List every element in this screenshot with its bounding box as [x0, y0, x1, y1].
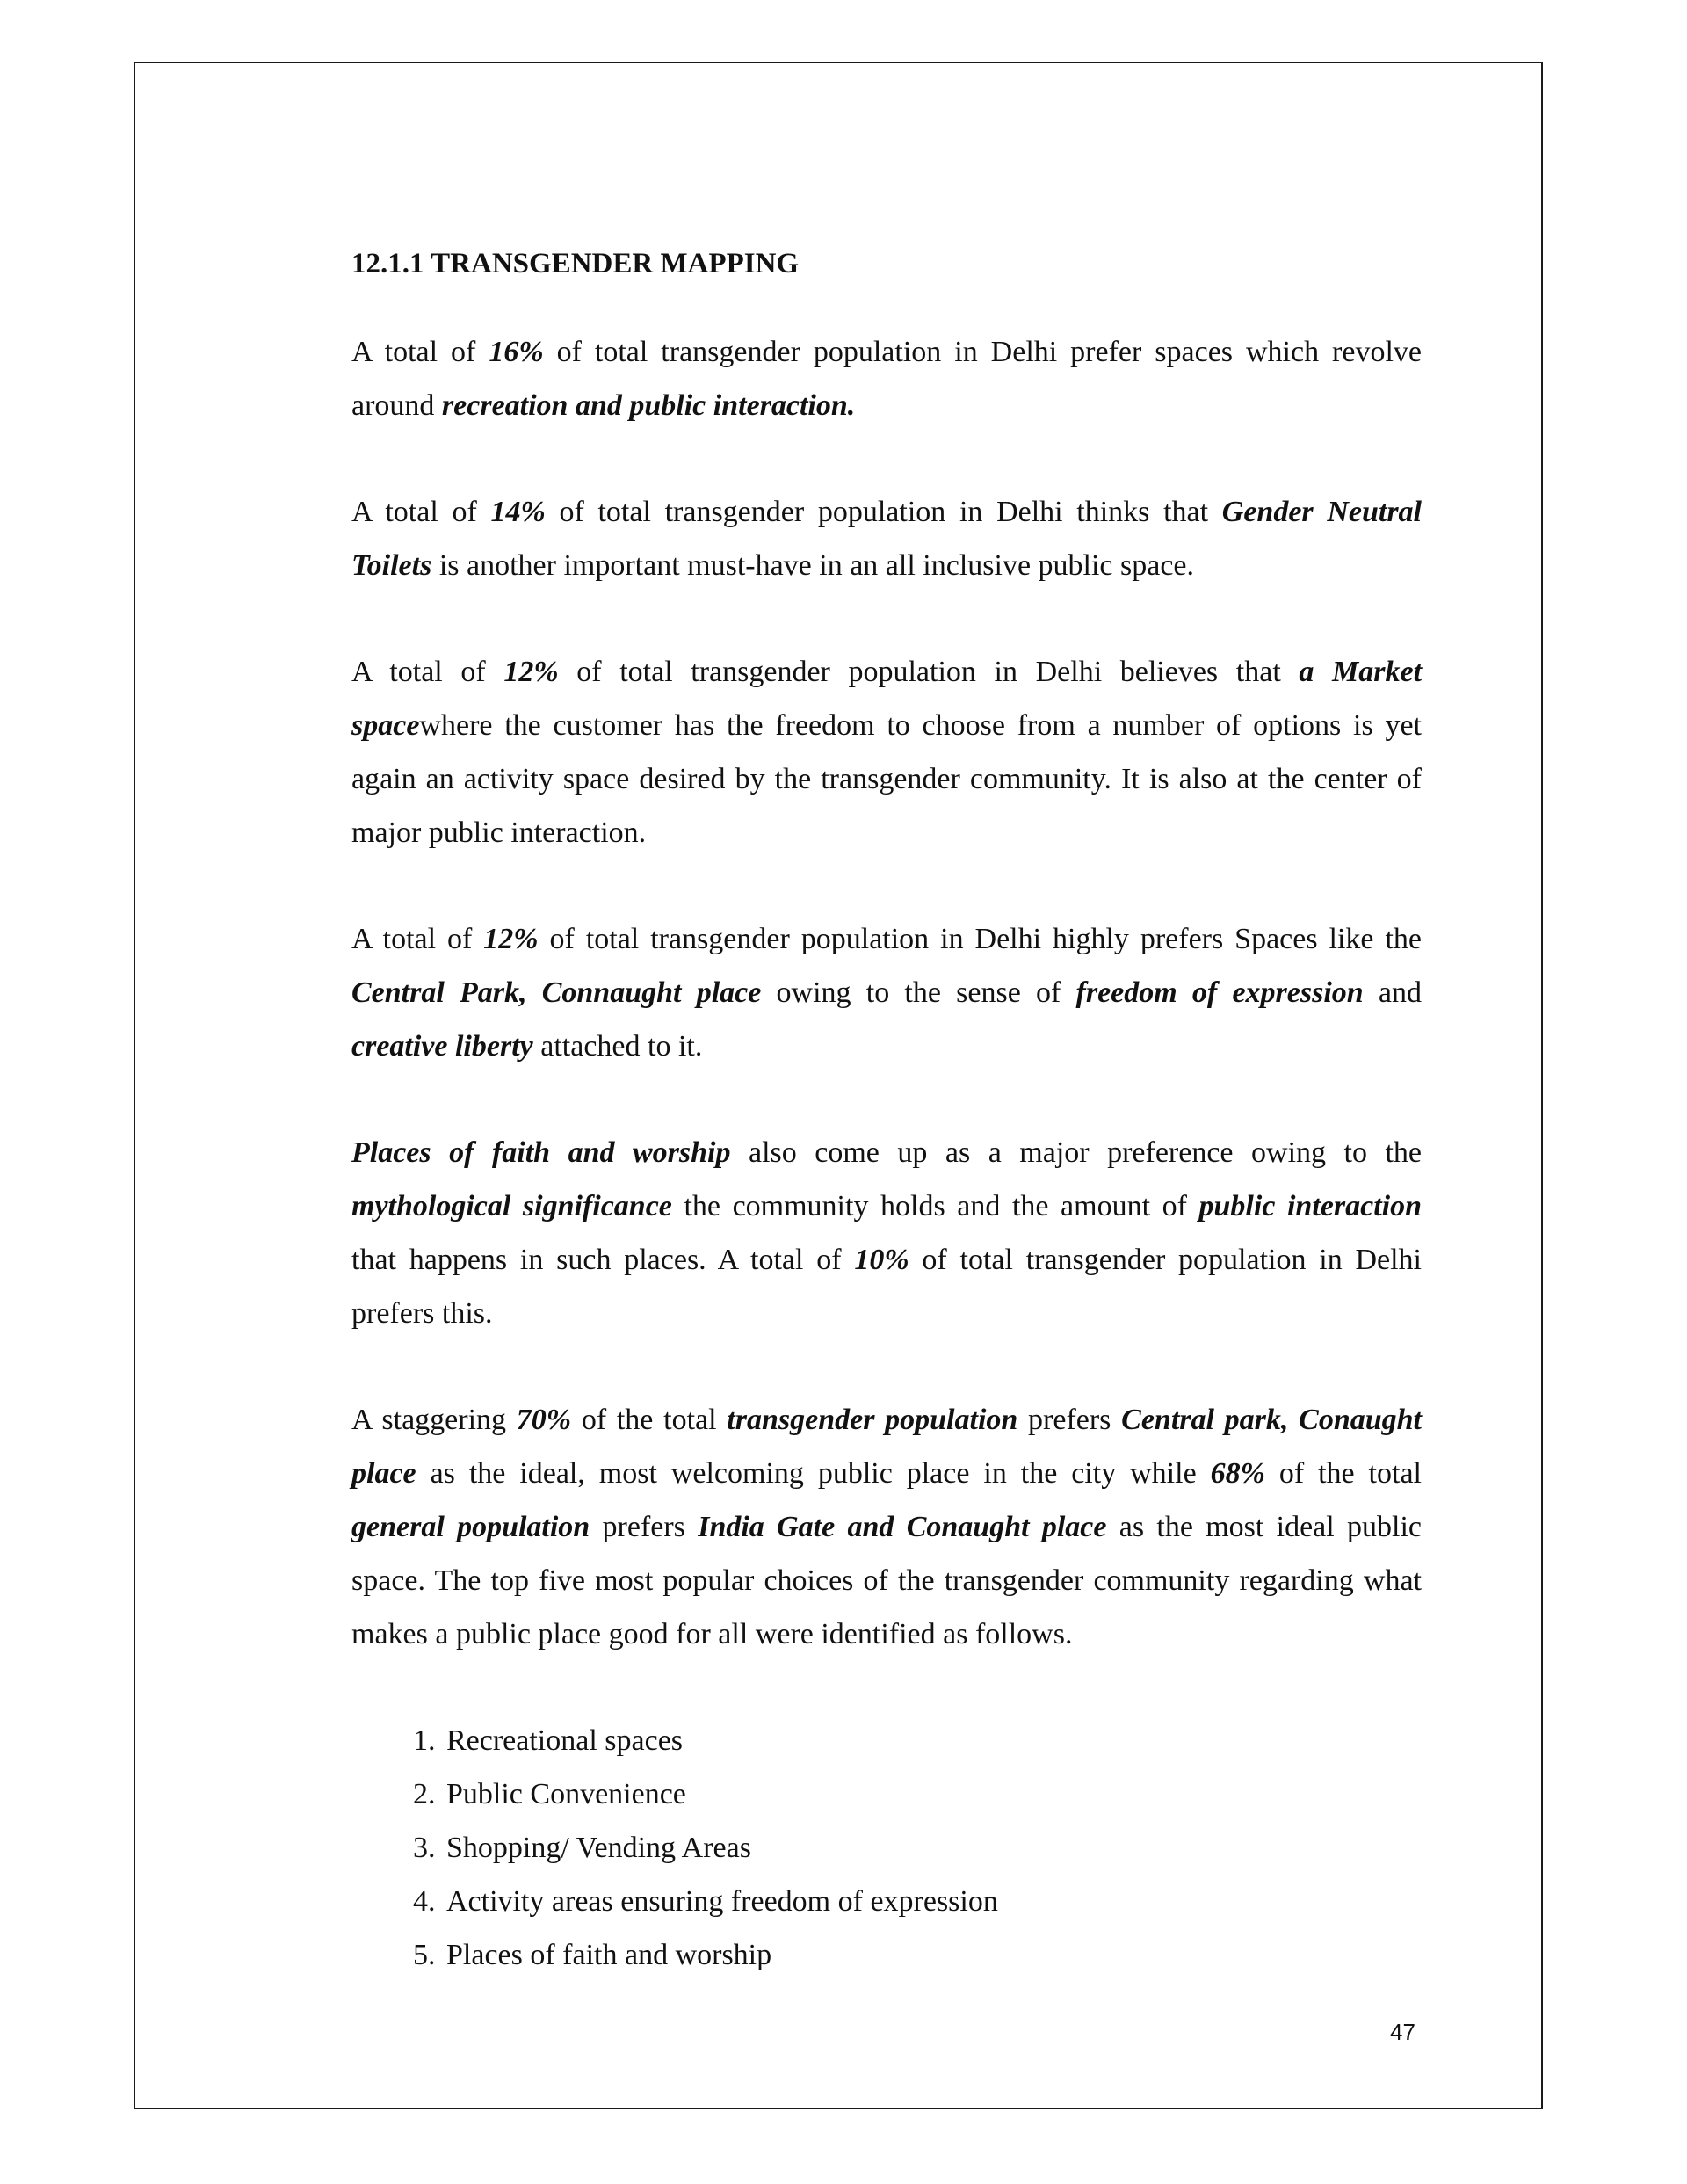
- list-item: 1. Recreational spaces: [443, 1714, 1422, 1767]
- list-item: 4. Activity areas ensuring freedom of expression: [443, 1875, 1422, 1928]
- paragraph-market: A total of 12% of total transgender population in Delhi believes that a Market spacewhere the customer has the freedom to choose from a number of options is yet again an activity space desired by the transgender community. It is also at the center of major public interaction.: [351, 656, 1423, 849]
- paragraph-staggering: A staggering 70% of the total transgender population prefers Central park, Conaught place as the ideal, most welcoming public place in the city while 68% of the total general population prefers India Gate and Conaught place as the most ideal public space. The top five most popular choices of the transgender community regarding what makes a public place good for all were identified as follows.: [351, 1404, 1422, 1651]
- document-body: [351, 237, 1422, 1982]
- paragraph-toilets: A total of 14% of total transgender population in Delhi thinks that Gender Neutral Toilets is another important must-have in an all inclusive public space.: [351, 496, 1422, 582]
- top-choices-list: [351, 1714, 1422, 1982]
- list-item: 5. Places of faith and worship: [443, 1928, 1422, 1982]
- paragraph-central-park: A total of 12% of total transgender population in Delhi highly prefers Spaces like the Central Park, Connaught place owing to the sense of freedom of expression and creative liberty attached to it.: [351, 923, 1422, 1063]
- paragraph-recreation: A total of 16% of total transgender population in Delhi prefer spaces which revolve around recreation and public interaction.: [351, 336, 1422, 422]
- section-heading: 12.1.1 TRANSGENDER MAPPING: [351, 248, 800, 279]
- list-item: 2. Public Convenience: [443, 1767, 1422, 1821]
- paragraph-faith: Places of faith and worship also come up as a major preference owing to the mythological significance the community holds and the amount of public interaction that happens in such places. A total of 10% of total transgender population in Delhi prefers this.: [351, 1136, 1423, 1330]
- page-number: 47: [1390, 2019, 1415, 2045]
- list-item: 3. Shopping/ Vending Areas: [443, 1821, 1422, 1875]
